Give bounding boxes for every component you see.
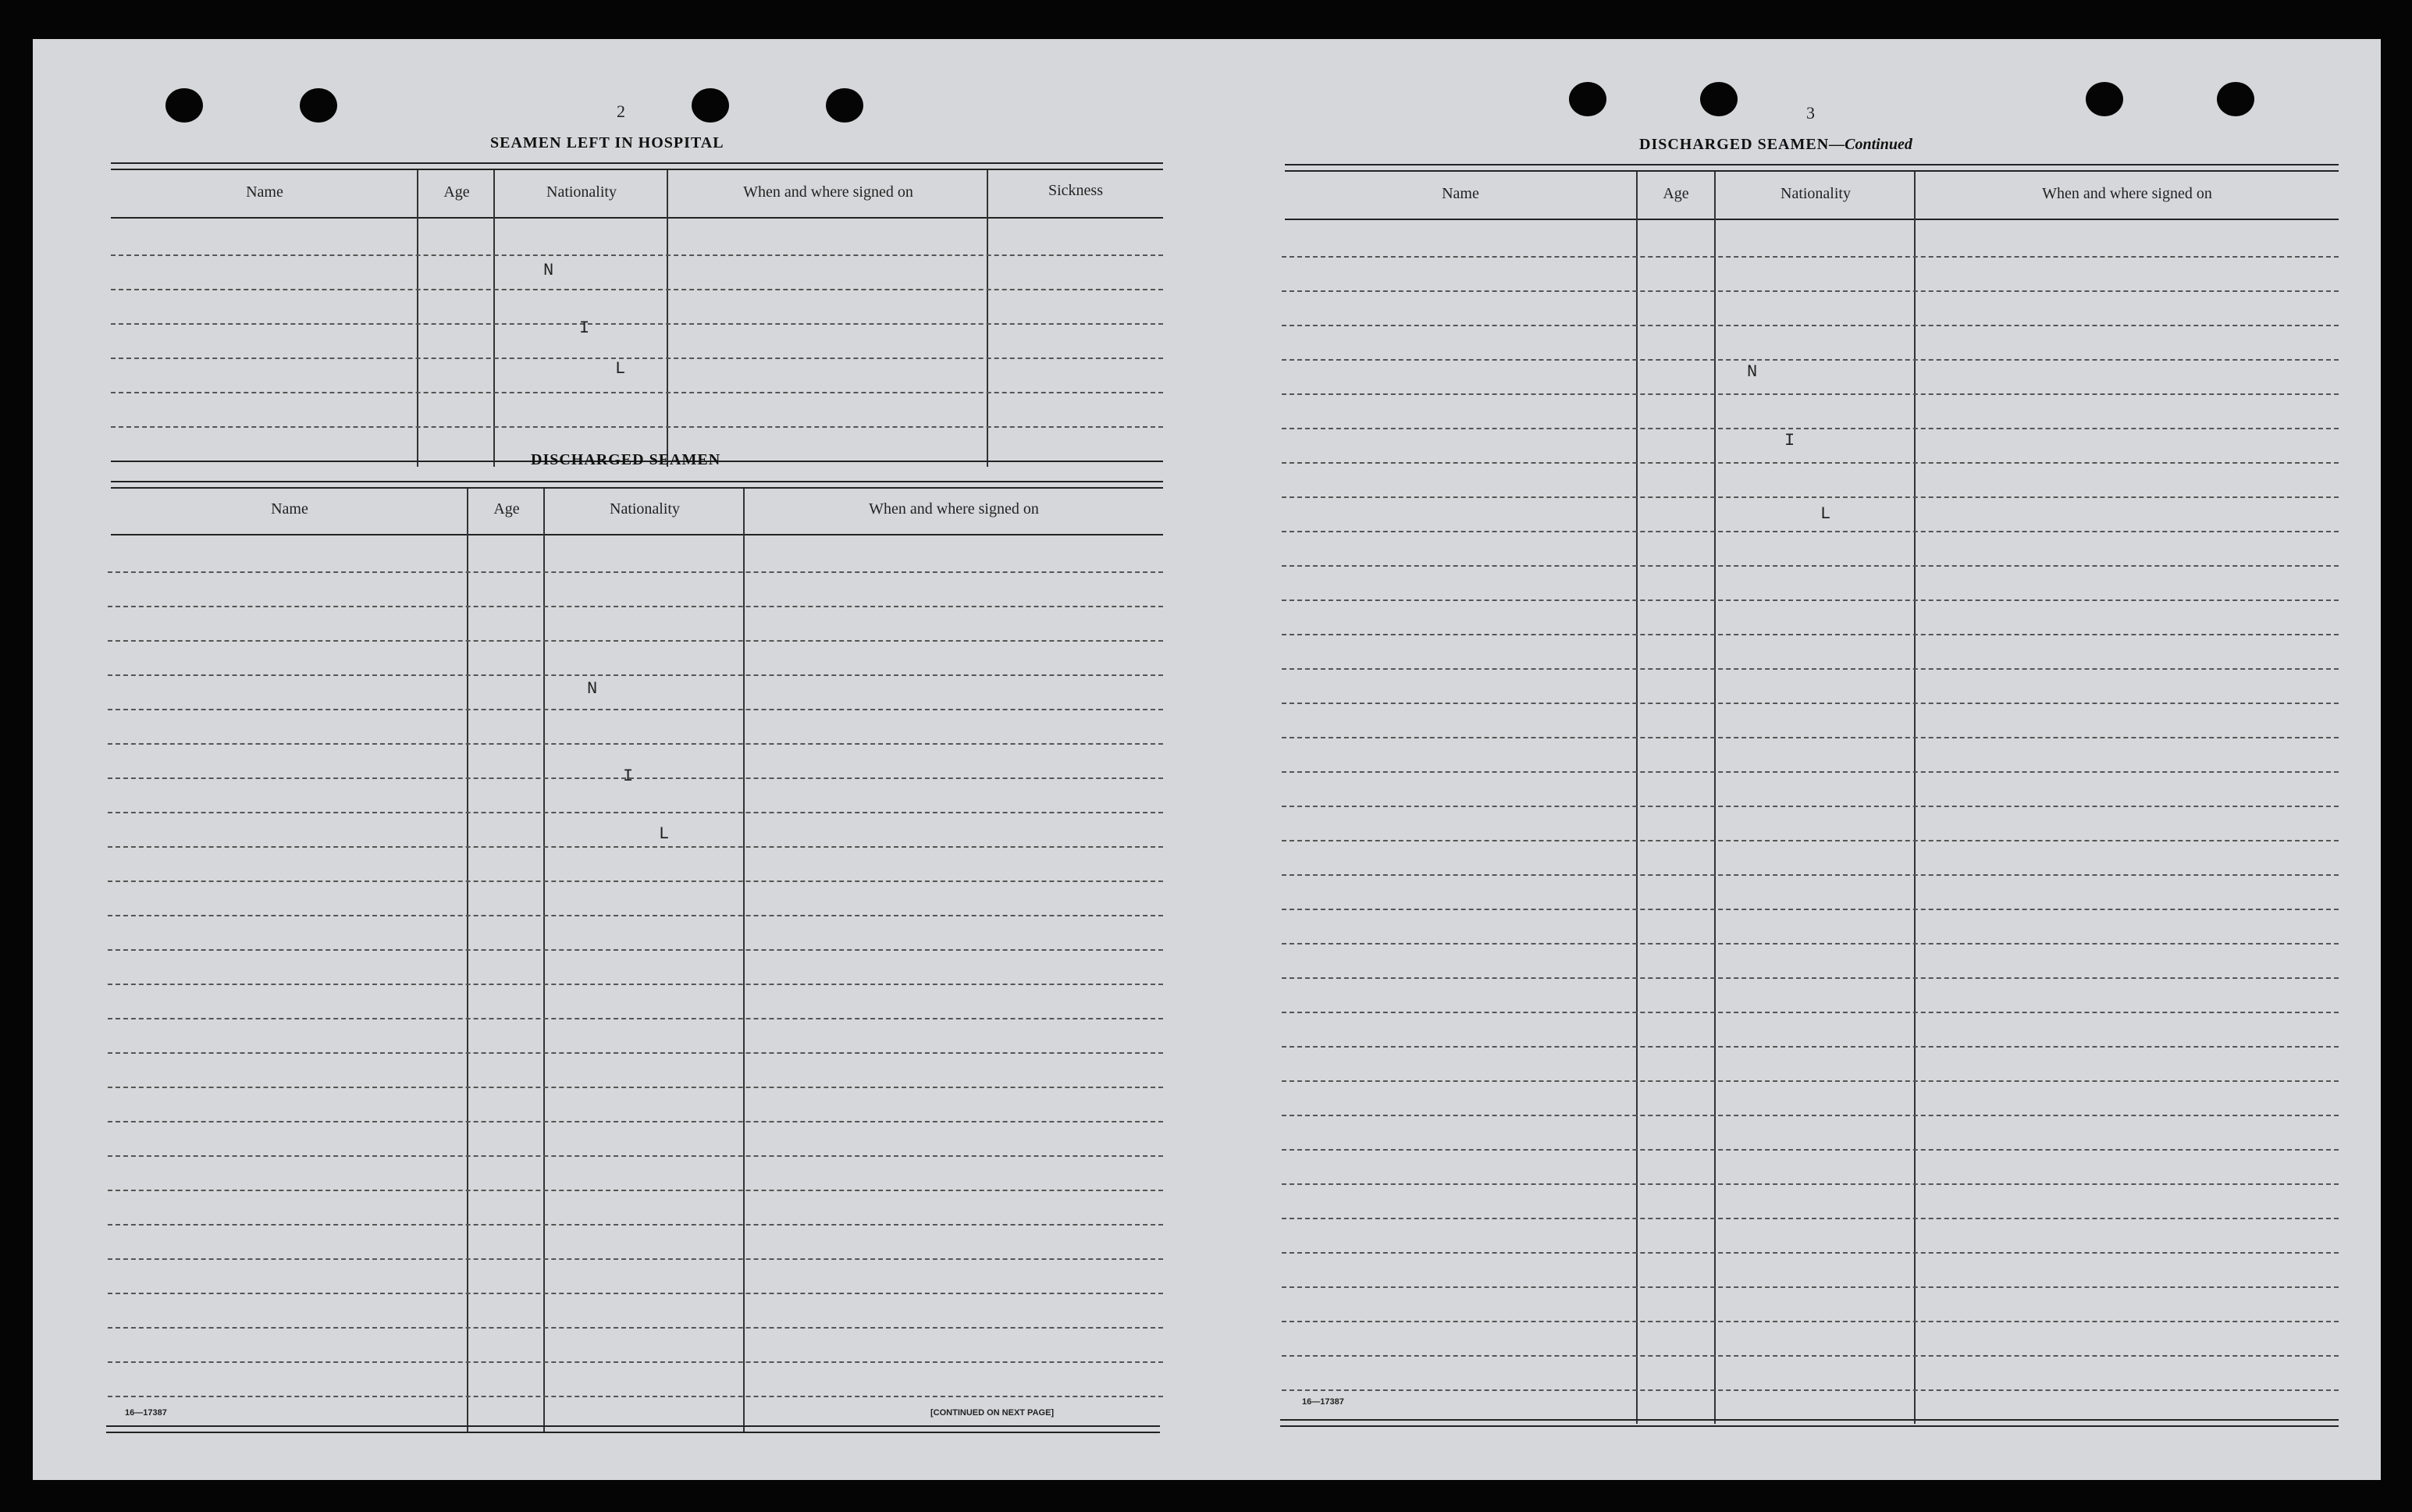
double-rule <box>111 162 1163 170</box>
nil-letter: L <box>1820 504 1831 524</box>
col-header-name: Name <box>246 183 283 201</box>
entry-line <box>1282 977 2339 979</box>
entry-line <box>108 674 1163 676</box>
entry-line <box>1282 359 2339 361</box>
punch-hole <box>1569 82 1606 116</box>
entry-line <box>1282 462 2339 464</box>
double-rule <box>1285 164 2339 172</box>
column-divider <box>543 489 545 1433</box>
entry-line <box>108 743 1163 745</box>
entry-line <box>108 846 1163 848</box>
continued-note: [CONTINUED ON NEXT PAGE] <box>930 1408 1055 1418</box>
discharged-continued-title-main: DISCHARGED SEAMEN <box>1639 136 1830 153</box>
entry-line <box>1282 1080 2339 1082</box>
entry-line <box>1282 1286 2339 1288</box>
entry-line <box>1282 428 2339 429</box>
entry-line <box>108 881 1163 882</box>
punch-hole <box>2086 82 2123 116</box>
column-divider <box>743 489 745 1433</box>
header-rule <box>111 217 1163 219</box>
entry-line <box>1282 393 2339 395</box>
entry-line <box>1282 256 2339 258</box>
entry-line <box>108 1155 1163 1157</box>
punch-hole <box>2217 82 2254 116</box>
entry-line <box>1282 1183 2339 1185</box>
form-number: 16—17387 <box>1302 1397 1344 1407</box>
column-divider <box>467 489 468 1433</box>
entry-line <box>1282 1046 2339 1048</box>
entry-line <box>108 606 1163 607</box>
double-rule <box>106 1425 1160 1433</box>
hospital-section-title: SEAMEN LEFT IN HOSPITAL <box>490 134 724 151</box>
entry-line <box>1282 1218 2339 1219</box>
entry-line <box>108 1361 1163 1363</box>
entry-line <box>108 1121 1163 1122</box>
entry-line <box>1282 1012 2339 1013</box>
entry-line <box>1282 771 2339 773</box>
col-header-age: Age <box>1663 185 1689 202</box>
entry-line <box>1282 1389 2339 1391</box>
nil-letter: I <box>1784 431 1795 450</box>
punch-hole <box>165 88 203 123</box>
col-header-nationality: Nationality <box>546 183 617 201</box>
entry-line <box>108 984 1163 985</box>
col-header-nationality: Nationality <box>610 500 680 518</box>
entry-line <box>108 1087 1163 1088</box>
nil-letter: I <box>623 767 634 786</box>
entry-line <box>111 254 1163 256</box>
continued-suffix: —Continued <box>1829 136 1912 153</box>
entry-line <box>1282 599 2339 601</box>
col-header-age: Age <box>443 183 470 201</box>
document-sheet <box>33 39 2381 1480</box>
entry-line <box>1282 1321 2339 1322</box>
entry-line <box>1282 290 2339 292</box>
entry-line <box>1282 703 2339 704</box>
col-header-nationality: Nationality <box>1781 185 1851 202</box>
entry-line <box>108 709 1163 710</box>
entry-line <box>108 1224 1163 1226</box>
entry-line <box>1282 325 2339 326</box>
entry-line <box>108 812 1163 813</box>
entry-line <box>108 1396 1163 1397</box>
column-divider <box>987 170 988 467</box>
entry-line <box>1282 1355 2339 1357</box>
punch-hole <box>826 88 863 123</box>
column-divider <box>417 170 418 467</box>
entry-line <box>1282 909 2339 910</box>
entry-line <box>108 1052 1163 1054</box>
double-rule <box>111 481 1163 489</box>
col-header-sickness: Sickness <box>1048 182 1103 199</box>
nil-letter: L <box>615 359 626 379</box>
nil-letter: N <box>1747 362 1758 382</box>
right-page-number: 3 <box>1806 103 1815 123</box>
entry-line <box>111 392 1163 393</box>
entry-line <box>1282 1115 2339 1116</box>
discharged-continued-title <box>1639 136 1912 154</box>
column-divider <box>667 170 668 467</box>
entry-line <box>108 915 1163 916</box>
discharged-section-title: DISCHARGED SEAMEN <box>531 451 721 468</box>
entry-line <box>1282 840 2339 841</box>
punch-hole <box>300 88 337 123</box>
entry-line <box>1282 668 2339 670</box>
double-rule <box>1280 1419 2339 1427</box>
entry-line <box>1282 1252 2339 1254</box>
entry-line <box>108 1190 1163 1191</box>
form-number: 16—17387 <box>125 1408 167 1418</box>
col-header-signed-on: When and where signed on <box>743 183 913 201</box>
entry-line <box>1282 1149 2339 1151</box>
entry-line <box>108 640 1163 642</box>
entry-line <box>1282 634 2339 635</box>
col-header-name: Name <box>271 500 308 518</box>
entry-line <box>108 1258 1163 1260</box>
entry-line <box>111 426 1163 428</box>
entry-line <box>108 1018 1163 1019</box>
entry-line <box>108 1293 1163 1294</box>
nil-letter: N <box>587 679 598 699</box>
entry-line <box>1282 565 2339 567</box>
col-header-signed-on: When and where signed on <box>869 500 1039 518</box>
nil-letter: I <box>579 318 590 338</box>
entry-line <box>111 289 1163 290</box>
col-header-name: Name <box>1442 185 1479 202</box>
column-divider <box>493 170 495 467</box>
entry-line <box>111 323 1163 325</box>
header-rule <box>1285 219 2339 220</box>
col-header-age: Age <box>493 500 520 518</box>
entry-line <box>108 571 1163 573</box>
entry-line <box>1282 531 2339 532</box>
punch-hole <box>692 88 729 123</box>
entry-line <box>111 358 1163 359</box>
entry-line <box>108 1327 1163 1329</box>
entry-line <box>1282 737 2339 738</box>
left-page-number: 2 <box>617 101 625 121</box>
header-rule <box>111 534 1163 535</box>
entry-line <box>1282 496 2339 498</box>
entry-line <box>108 949 1163 951</box>
col-header-signed-on: When and where signed on <box>2042 185 2212 202</box>
entry-line <box>1282 874 2339 876</box>
nil-letter: L <box>659 824 670 844</box>
entry-line <box>1282 806 2339 807</box>
entry-line <box>1282 943 2339 945</box>
entry-line <box>108 777 1163 779</box>
nil-letter: N <box>543 261 554 280</box>
punch-hole <box>1700 82 1738 116</box>
